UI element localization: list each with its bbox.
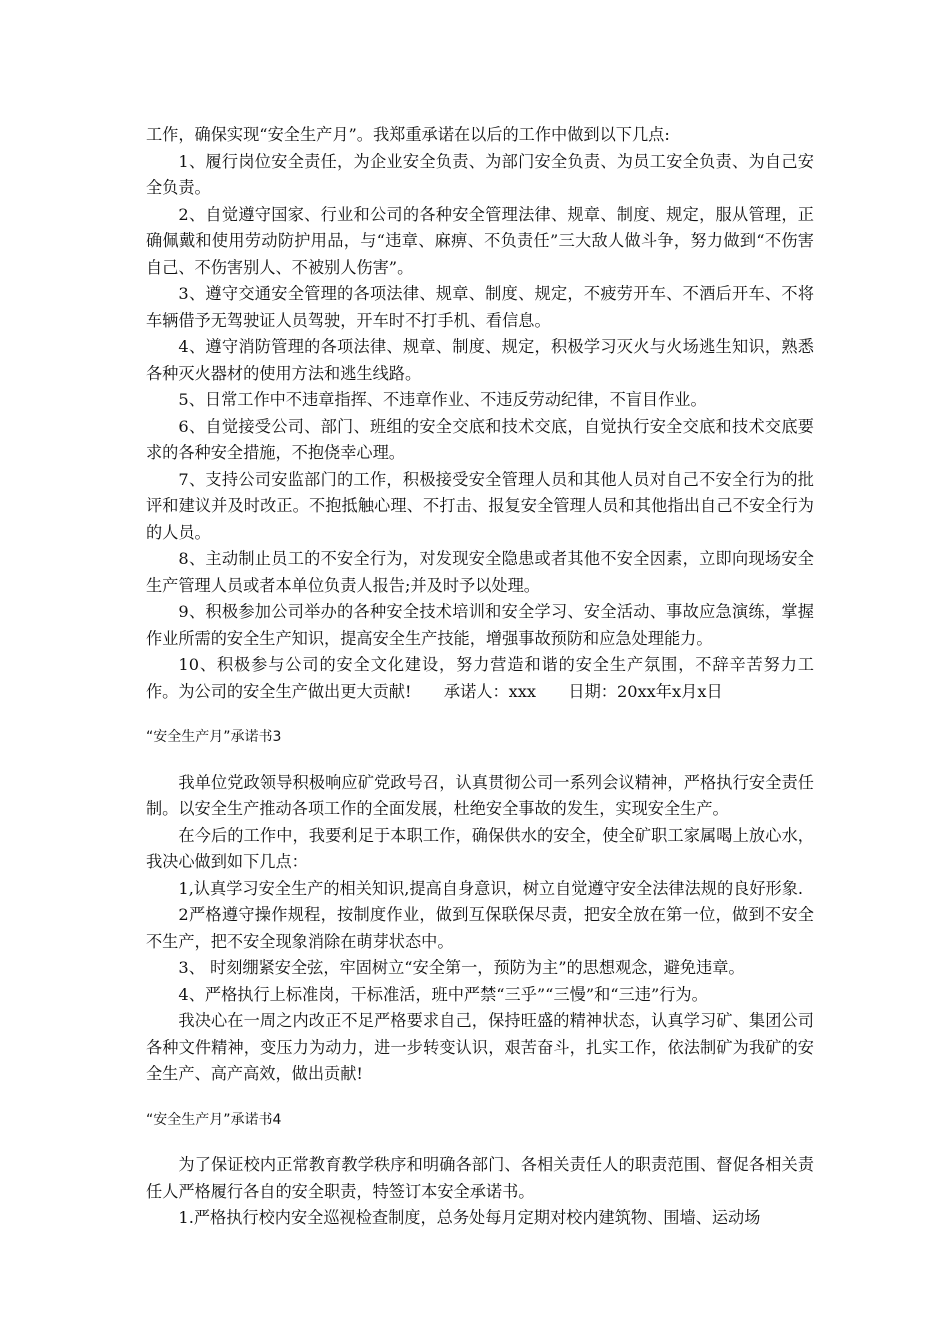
section4-paragraph: 为了保证校内正常教育教学秩序和明确各部门、各相关责任人的职责范围、督促各相关责任人严格履行各自的安全职责，特签订本安全承诺书。 xyxy=(146,1155,814,1201)
section3-paragraph: 我单位党政领导积极响应矿党政号召，认真贯彻公司一系列会议精神，严格执行安全责任制。以安全生产推动各项工作的全面发展，杜绝安全事故的发生，实现安全生产。 xyxy=(146,772,814,818)
commitment-item: 9、积极参加公司举办的各种安全技术培训和安全学习、安全活动、事故应急演练，掌握作业所需的安全生产知识，提高安全生产技能，增强事故预防和应急处理能力。 xyxy=(146,602,814,648)
commitment-item: 3、遵守交通安全管理的各项法律、规章、制度、规定，不疲劳开车、不酒后开车、不将车辆借予无驾驶证人员驾驶，开车时不打手机、看信息。 xyxy=(146,284,814,330)
section3-paragraph: 4、严格执行上标准岗，干标准活，班中严禁“三乎”“三慢”和“三违”行为。 xyxy=(178,984,708,1004)
section3-paragraph: 3、 时刻绷紧安全弦，牢固树立“安全第一，预防为主”的思想观念，避免违章。 xyxy=(178,958,745,977)
commitment-item: 6、自觉接受公司、部门、班组的安全交底和技术交底，自觉执行安全交底和技术交底要求的各种安全措施，不抱侥幸心理。 xyxy=(146,416,814,462)
document-page xyxy=(146,122,814,1232)
section4-paragraph: 1.严格执行校内安全巡视检查制度，总务处每月定期对校内建筑物、围墙、运动场 xyxy=(178,1208,761,1227)
commitment-item: 7、支持公司安监部门的工作，积极接受安全管理人员和其他人员对自己不安全行为的批评和建议并及时改正。不抱抵触心理、不打击、报复安全管理人员和其他指出自己不安全行为的人员。 xyxy=(146,469,814,542)
commitment-item: 2、自觉遵守国家、行业和公司的各种安全管理法律、规章、制度、规定，服从管理，正确佩戴和使用劳动防护用品，与“违章、麻痹、不负责任”三大敌人做斗争，努力做到“不伤害自己、不伤害别人、不被别人伤害”。 xyxy=(146,204,814,277)
commitment-item: 4、遵守消防管理的各项法律、规章、制度、规定，积极学习灭火与火场逃生知识，熟悉各种灭火器材的使用方法和逃生线路。 xyxy=(146,337,814,383)
spacer xyxy=(146,751,814,770)
commitment-item: 8、主动制止员工的不安全行为，对发现安全隐患或者其他不安全因素，立即向现场安全生产管理人员或者本单位负责人报告;并及时予以处理。 xyxy=(146,549,814,595)
section3-heading: “安全生产月”承诺书3 xyxy=(146,729,282,745)
commitment-item: 5、日常工作中不违章指挥、不违章作业、不违反劳动纪律，不盲目作业。 xyxy=(178,390,707,409)
section2-intro: 工作，确保实现“安全生产月”。我郑重承诺在以后的工作中做到以下几点: xyxy=(146,125,670,144)
commitment-item: 1、履行岗位安全责任，为企业安全负责、为部门安全负责、为员工安全负责、为自己安全负责。 xyxy=(146,151,814,197)
commitment-item: 10、积极参与公司的安全文化建设，努力营造和谐的安全生产氛围，不辞辛苦努力工作。为公司的安全生产做出更大贡献! 承诺人：xxx 日期：20xx年x月x日 xyxy=(146,655,814,701)
section3-paragraph: 在今后的工作中，我要利足于本职工作，确保供水的安全，使全矿职工家属喝上放心水，我决心做到如下几点： xyxy=(146,825,814,871)
section3-paragraph: 我决心在一周之内改正不足严格要求自己，保持旺盛的精神状态，认真学习矿、集团公司各种文件精神，变压力为动力，进一步转变认识，艰苦奋斗，扎实工作，依法制矿为我矿的安全生产、高产高效，做出贡献! xyxy=(146,1011,814,1083)
section3-paragraph: 2严格遵守操作规程，按制度作业，做到互保联保尽责，把安全放在第一位，做到不安全不生产，把不安全现象消除在萌芽状态中。 xyxy=(146,905,814,951)
section4-heading: “安全生产月”承诺书4 xyxy=(146,1111,282,1128)
section3-paragraph: 1,认真学习安全生产的相关知识,提高自身意识，树立自觉遵守安全法律法规的良好形象. xyxy=(178,878,804,898)
spacer xyxy=(146,1133,814,1152)
